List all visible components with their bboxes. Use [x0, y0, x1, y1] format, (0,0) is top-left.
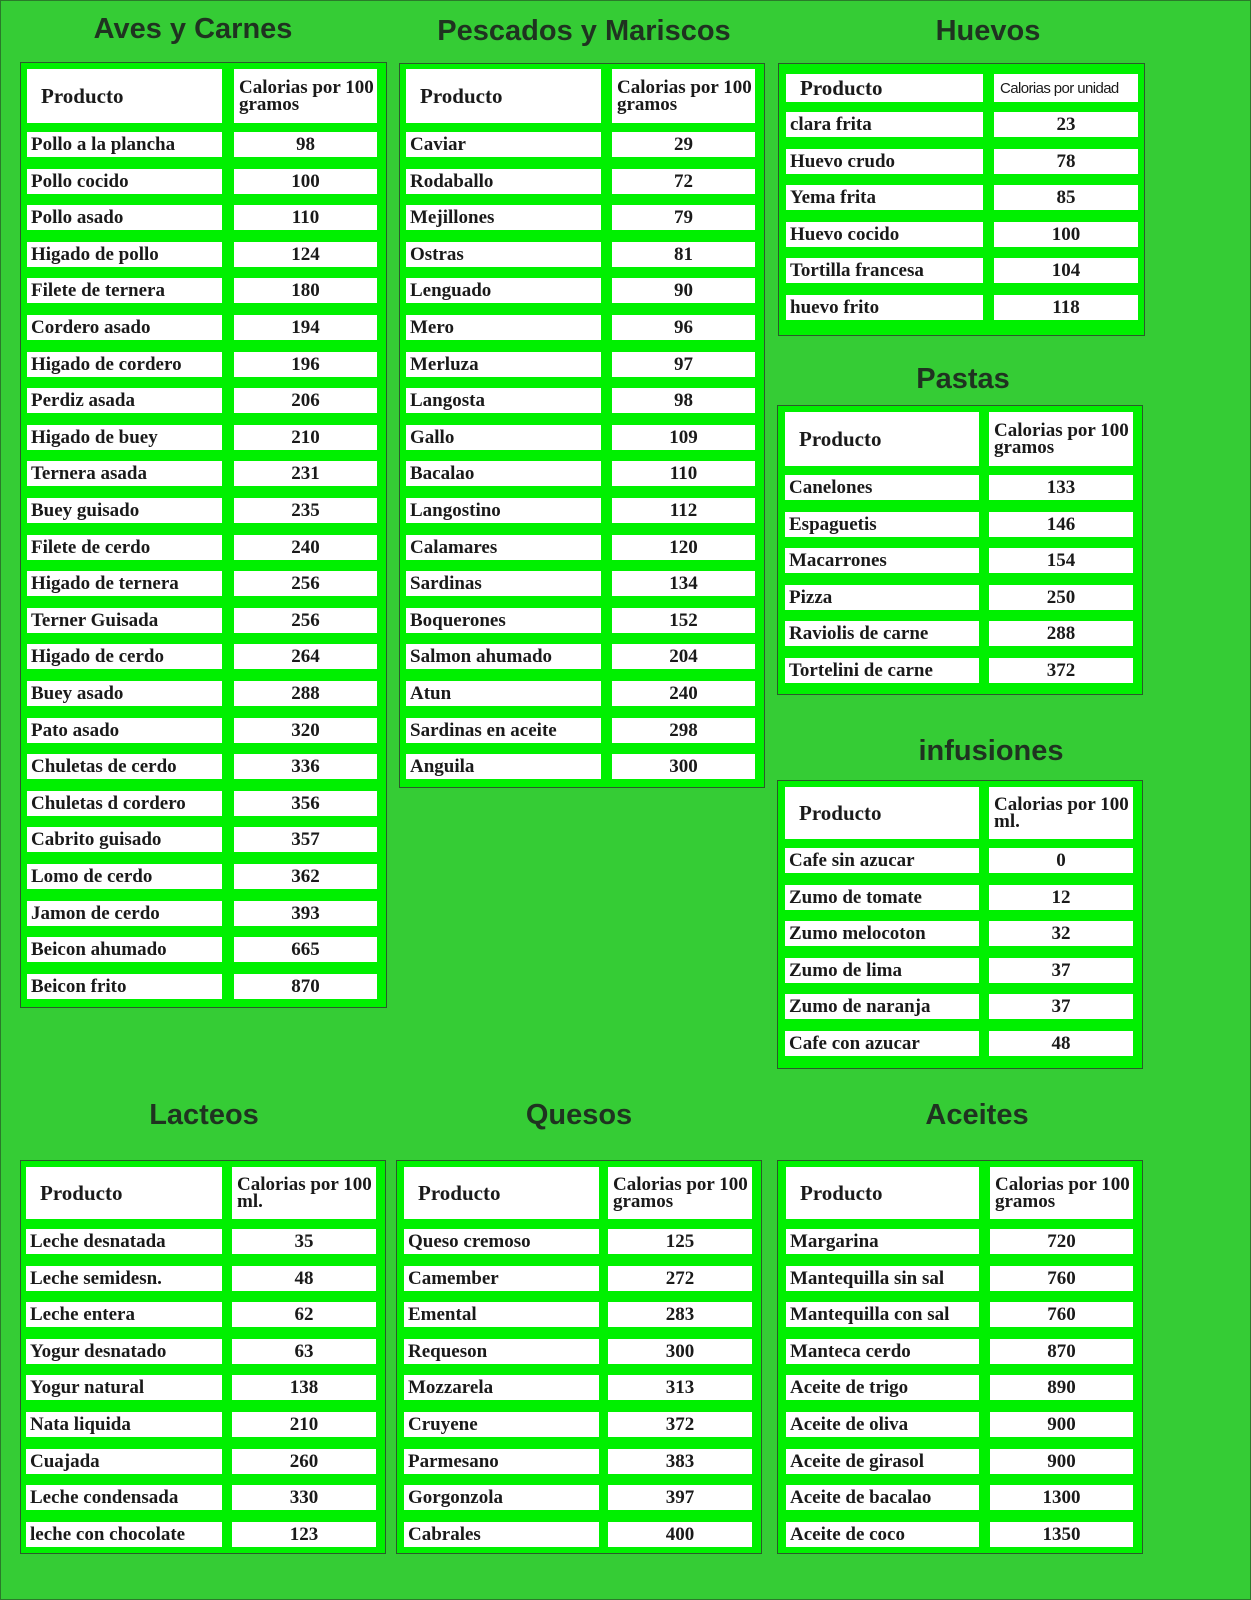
product-name: huevo frito: [786, 295, 983, 320]
header-calories: Calorias por 100 gramos: [612, 69, 755, 123]
product-name: Queso cremoso: [404, 1229, 599, 1254]
header-product: Producto: [406, 69, 601, 123]
calorie-value: 81: [612, 242, 755, 267]
product-name: Beicon ahumado: [27, 937, 222, 962]
calorie-value: 98: [234, 132, 377, 157]
product-name: Aceite de coco: [786, 1522, 979, 1547]
calorie-value: 1350: [990, 1522, 1133, 1547]
header-calories: Calorias por 100 gramos: [608, 1167, 752, 1219]
calorie-value: 110: [234, 205, 377, 230]
calorie-value: 35: [232, 1229, 376, 1254]
product-name: Atun: [406, 681, 601, 706]
product-name: Cafe sin azucar: [785, 848, 979, 873]
calorie-value: 37: [989, 958, 1133, 983]
product-name: Huevo crudo: [786, 149, 983, 174]
calorie-value: 870: [234, 974, 377, 999]
product-name: Mejillones: [406, 205, 601, 230]
pastas-title: Pastas: [916, 363, 1010, 395]
calorie-value: 110: [612, 461, 755, 486]
product-name: Lenguado: [406, 278, 601, 303]
product-name: Nata liquida: [26, 1412, 222, 1437]
calorie-value: 62: [232, 1302, 376, 1327]
calorie-value: 288: [989, 621, 1133, 646]
aceites-title: Aceites: [925, 1099, 1029, 1131]
product-name: Cabrales: [404, 1522, 599, 1547]
product-name: Pollo a la plancha: [27, 132, 222, 157]
calorie-value: 96: [612, 315, 755, 340]
product-name: Pizza: [785, 585, 979, 610]
product-name: Mozzarela: [404, 1375, 599, 1400]
product-name: Cabrito guisado: [27, 827, 222, 852]
product-name: Zumo de lima: [785, 958, 979, 983]
product-name: Ternera asada: [27, 461, 222, 486]
lacteos-title: Lacteos: [149, 1099, 259, 1131]
calorie-value: 231: [234, 461, 377, 486]
calorie-value: 320: [234, 718, 377, 743]
product-name: Filete de cerdo: [27, 535, 222, 560]
header-product: Producto: [26, 1167, 222, 1219]
calorie-value: 79: [612, 205, 755, 230]
calorie-value: 870: [990, 1339, 1133, 1364]
pescados-y-mariscos-title: Pescados y Mariscos: [437, 15, 731, 47]
product-name: Gorgonzola: [404, 1485, 599, 1510]
calorie-value: 100: [234, 169, 377, 194]
calorie-value: 85: [994, 185, 1138, 210]
calorie-value: 100: [994, 222, 1138, 247]
calorie-value: 300: [612, 754, 755, 779]
product-name: Aceite de trigo: [786, 1375, 979, 1400]
product-name: Higado de pollo: [27, 242, 222, 267]
header-calories: Calorias por 100 gramos: [234, 69, 377, 123]
calorie-value: 256: [234, 571, 377, 596]
product-name: Merluza: [406, 352, 601, 377]
calorie-value: 1300: [990, 1485, 1133, 1510]
product-name: Pollo cocido: [27, 169, 222, 194]
product-name: Yogur desnatado: [26, 1339, 222, 1364]
calorie-value: 112: [612, 498, 755, 523]
header-product: Producto: [786, 1167, 979, 1219]
product-name: Tortelini de carne: [785, 658, 979, 683]
calorie-value: 98: [612, 388, 755, 413]
product-name: Requeson: [404, 1339, 599, 1364]
header-product: Producto: [404, 1167, 599, 1219]
product-name: Yogur natural: [26, 1375, 222, 1400]
calorie-value: 48: [989, 1031, 1133, 1056]
product-name: Filete de ternera: [27, 278, 222, 303]
product-name: Terner Guisada: [27, 608, 222, 633]
calorie-value: 372: [989, 658, 1133, 683]
calorie-value: 196: [234, 352, 377, 377]
product-name: Margarina: [786, 1229, 979, 1254]
product-name: Sardinas en aceite: [406, 718, 601, 743]
calorie-value: 397: [608, 1485, 752, 1510]
calorie-value: 154: [989, 548, 1133, 573]
product-name: Gallo: [406, 425, 601, 450]
product-name: Leche condensada: [26, 1485, 222, 1510]
product-name: Macarrones: [785, 548, 979, 573]
header-calories: Calorias por 100 ml.: [232, 1167, 376, 1219]
calorie-value: 118: [994, 295, 1138, 320]
header-calories: Calorias por 100 gramos: [990, 1167, 1133, 1219]
calorie-value: 288: [234, 681, 377, 706]
calorie-value: 264: [234, 644, 377, 669]
product-name: Cafe con azucar: [785, 1031, 979, 1056]
product-name: Pollo asado: [27, 205, 222, 230]
calorie-value: 357: [234, 827, 377, 852]
product-name: Langosta: [406, 388, 601, 413]
calorie-value: 146: [989, 512, 1133, 537]
calorie-value: 372: [608, 1412, 752, 1437]
calorie-value: 298: [612, 718, 755, 743]
header-calories: Calorias por 100 ml.: [989, 787, 1133, 839]
calorie-value: 123: [232, 1522, 376, 1547]
calorie-value: 336: [234, 754, 377, 779]
product-name: Mero: [406, 315, 601, 340]
header-product: Producto: [785, 787, 979, 839]
calorie-value: 240: [612, 681, 755, 706]
calorie-value: 23: [994, 112, 1138, 137]
calorie-value: 240: [234, 535, 377, 560]
header-product: Producto: [786, 74, 983, 102]
calorie-value: 37: [989, 994, 1133, 1019]
calorie-value: 760: [990, 1266, 1133, 1291]
calorie-value: 250: [989, 585, 1133, 610]
calorie-value: 90: [612, 278, 755, 303]
product-name: Calamares: [406, 535, 601, 560]
calorie-value: 12: [989, 885, 1133, 910]
product-name: Caviar: [406, 132, 601, 157]
product-name: Zumo de tomate: [785, 885, 979, 910]
product-name: Higado de buey: [27, 425, 222, 450]
product-name: Emental: [404, 1302, 599, 1327]
calorie-value: 124: [234, 242, 377, 267]
calorie-value: 665: [234, 937, 377, 962]
header-calories: Calorias por 100 gramos: [989, 412, 1133, 466]
calorie-value: 204: [612, 644, 755, 669]
calorie-value: 206: [234, 388, 377, 413]
calorie-value: 138: [232, 1375, 376, 1400]
product-name: Aceite de oliva: [786, 1412, 979, 1437]
calorie-value: 900: [990, 1412, 1133, 1437]
calorie-value: 97: [612, 352, 755, 377]
product-name: Raviolis de carne: [785, 621, 979, 646]
calorie-value: 300: [608, 1339, 752, 1364]
calorie-value: 260: [232, 1449, 376, 1474]
product-name: Chuletas d cordero: [27, 791, 222, 816]
calorie-value: 283: [608, 1302, 752, 1327]
calorie-value: 235: [234, 498, 377, 523]
calorie-value: 78: [994, 149, 1138, 174]
calorie-value: 48: [232, 1266, 376, 1291]
product-name: Rodaballo: [406, 169, 601, 194]
product-name: Yema frita: [786, 185, 983, 210]
header-product: Producto: [785, 412, 979, 466]
calorie-value: 29: [612, 132, 755, 157]
calorie-value: 104: [994, 258, 1138, 283]
product-name: Camember: [404, 1266, 599, 1291]
product-name: Leche semidesn.: [26, 1266, 222, 1291]
product-name: Perdiz asada: [27, 388, 222, 413]
product-name: Mantequilla sin sal: [786, 1266, 979, 1291]
aves-y-carnes-title: Aves y Carnes: [93, 13, 293, 45]
calorie-value: 120: [612, 535, 755, 560]
calorie-value: 152: [612, 608, 755, 633]
product-name: Lomo de cerdo: [27, 864, 222, 889]
calorie-value: 134: [612, 571, 755, 596]
calorie-value: 0: [989, 848, 1133, 873]
product-name: Zumo melocoton: [785, 921, 979, 946]
header-product: Producto: [27, 69, 222, 123]
infusiones-title: infusiones: [918, 735, 1064, 767]
product-name: Jamon de cerdo: [27, 901, 222, 926]
calorie-value: 330: [232, 1485, 376, 1510]
product-name: Beicon frito: [27, 974, 222, 999]
calorie-value: 125: [608, 1229, 752, 1254]
product-name: Aceite de bacalao: [786, 1485, 979, 1510]
calorie-value: 63: [232, 1339, 376, 1364]
calorie-value: 720: [990, 1229, 1133, 1254]
product-name: clara frita: [786, 112, 983, 137]
calorie-value: 210: [234, 425, 377, 450]
calorie-value: 133: [989, 475, 1133, 500]
huevos-title: Huevos: [935, 15, 1041, 47]
product-name: Manteca cerdo: [786, 1339, 979, 1364]
header-calories: Calorias por unidad: [994, 74, 1138, 102]
product-name: Espaguetis: [785, 512, 979, 537]
calorie-value: 383: [608, 1449, 752, 1474]
quesos-title: Quesos: [525, 1099, 633, 1131]
product-name: Buey guisado: [27, 498, 222, 523]
product-name: Mantequilla con sal: [786, 1302, 979, 1327]
product-name: Sardinas: [406, 571, 601, 596]
calorie-value: 180: [234, 278, 377, 303]
calorie-value: 256: [234, 608, 377, 633]
product-name: Leche entera: [26, 1302, 222, 1327]
calorie-value: 760: [990, 1302, 1133, 1327]
product-name: Cuajada: [26, 1449, 222, 1474]
product-name: Huevo cocido: [786, 222, 983, 247]
product-name: Boquerones: [406, 608, 601, 633]
calorie-value: 393: [234, 901, 377, 926]
calorie-value: 72: [612, 169, 755, 194]
product-name: Higado de cordero: [27, 352, 222, 377]
product-name: Parmesano: [404, 1449, 599, 1474]
calorie-value: 362: [234, 864, 377, 889]
product-name: Tortilla francesa: [786, 258, 983, 283]
product-name: Anguila: [406, 754, 601, 779]
product-name: Salmon ahumado: [406, 644, 601, 669]
calorie-value: 313: [608, 1375, 752, 1400]
product-name: Cruyene: [404, 1412, 599, 1437]
product-name: Ostras: [406, 242, 601, 267]
product-name: Zumo de naranja: [785, 994, 979, 1019]
product-name: Higado de ternera: [27, 571, 222, 596]
product-name: Cordero asado: [27, 315, 222, 340]
product-name: Aceite de girasol: [786, 1449, 979, 1474]
calorie-value: 356: [234, 791, 377, 816]
calorie-value: 32: [989, 921, 1133, 946]
product-name: Buey asado: [27, 681, 222, 706]
calorie-value: 210: [232, 1412, 376, 1437]
product-name: Canelones: [785, 475, 979, 500]
calorie-value: 272: [608, 1266, 752, 1291]
calorie-value: 109: [612, 425, 755, 450]
calorie-value: 900: [990, 1449, 1133, 1474]
calorie-value: 194: [234, 315, 377, 340]
calorie-value: 890: [990, 1375, 1133, 1400]
product-name: leche con chocolate: [26, 1522, 222, 1547]
product-name: Leche desnatada: [26, 1229, 222, 1254]
product-name: Chuletas de cerdo: [27, 754, 222, 779]
product-name: Bacalao: [406, 461, 601, 486]
product-name: Pato asado: [27, 718, 222, 743]
calorie-value: 400: [608, 1522, 752, 1547]
product-name: Langostino: [406, 498, 601, 523]
product-name: Higado de cerdo: [27, 644, 222, 669]
